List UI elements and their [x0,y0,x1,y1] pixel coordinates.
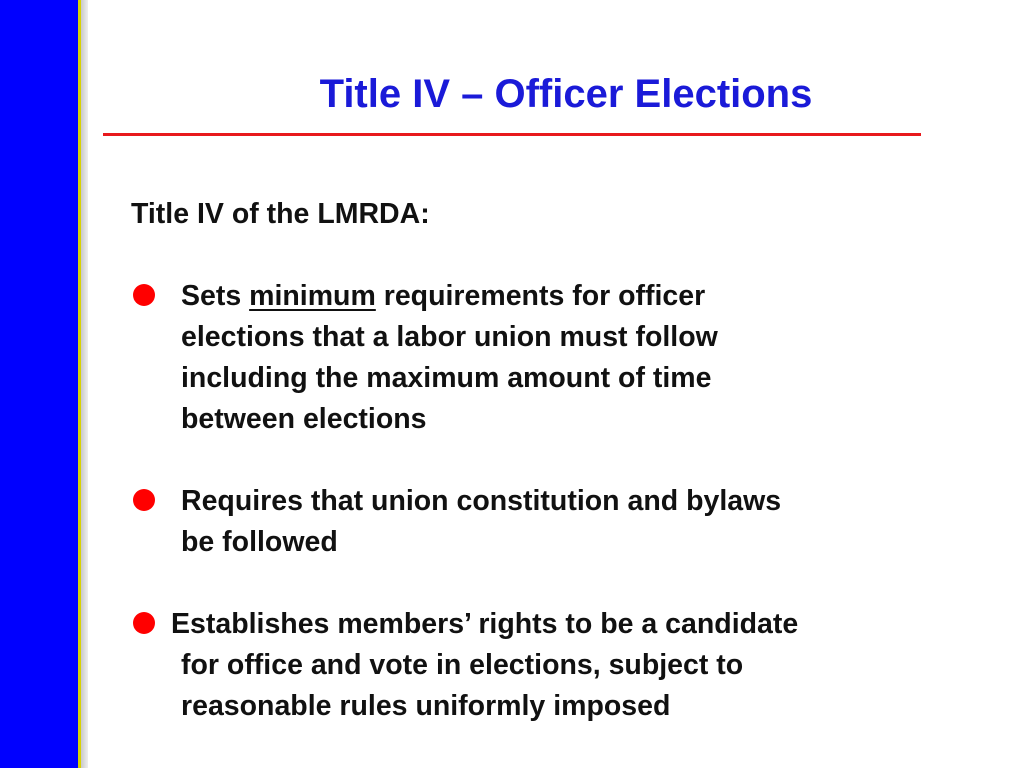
red-disc-bullet-icon [133,612,155,634]
bullet-line: including the maximum amount of time [181,362,712,394]
slide-content [131,194,931,768]
bullet-item [131,276,931,440]
bullet-item [131,481,931,563]
slide-title: Title IV – Officer Elections [319,72,813,116]
title-rule [103,133,921,136]
bullet-line: elections that a labor union must follow [181,321,718,353]
side-bar [0,0,78,768]
bullet-text: Sets [181,280,250,312]
bullet-line: reasonable rules uniformly imposed [181,690,671,722]
bullet-line [181,276,931,317]
intro-text: Title IV of the LMRDA: [131,198,430,230]
bullet-line: for office and vote in elections, subject to [181,649,744,681]
bullet-line: be followed [181,526,338,558]
red-disc-bullet-icon [133,489,155,511]
bullet-line: Requires that union constitution and bylaws [181,485,782,517]
bullet-text: requirements for officer [375,280,706,312]
bullet-item [131,604,931,727]
underlined-word: minimum [249,280,376,312]
side-bar-edge [78,0,88,768]
bullet-line: Establishes members’ rights to be a candidate [171,608,799,640]
red-disc-bullet-icon [133,284,155,306]
bullet-line: between elections [181,403,427,435]
